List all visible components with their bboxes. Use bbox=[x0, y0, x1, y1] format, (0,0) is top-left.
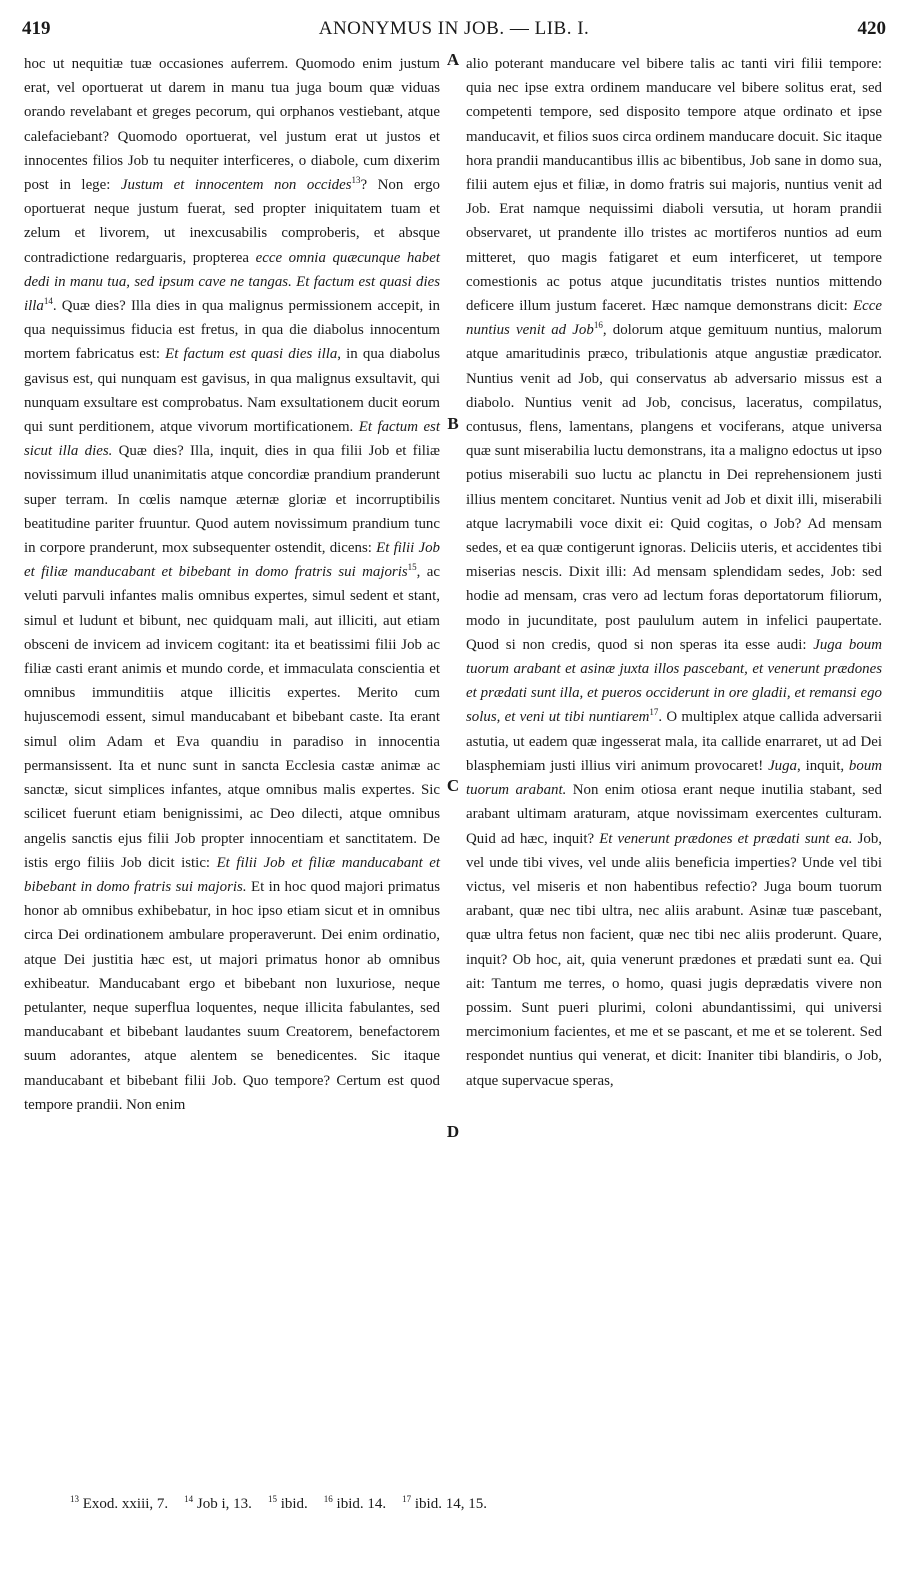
footnote bbox=[268, 1496, 308, 1512]
footnote-number: 17 bbox=[402, 1494, 412, 1504]
footnotes bbox=[70, 1494, 850, 1513]
page-header bbox=[22, 18, 886, 44]
body-text: , dolorum atque gemituum nuntius, malorum atque amaritudinis præco, tribulationis atque angustiæ prædicator. Nuntius venit ad Job, qui conservatus ab adversario missus est a diabolo. Nuntius venit ad Job, concisus, laceratus, compilatus, contusus, flens, lamentans, plangens et vociferans, atque universa quæ sunt miserabilia luctu demonstrans, ita a maligno edoctus ut ipso potius miserabili suo luctu ac planctu in Dei reprehensionem justi illius mentem concitaret. Nuntius venit ad Job et dixit illi, miserabili atque lacrymabili voce dixit ei: Quid cogitas, o Job? Ad mensam sedes, et ea quæ contigerunt ignoras. Deliciis uteris, et accidentes tibi miserias nescis. Dixit illi: Ad mensam splendidam sedes, Job: sed hodie ad mensam, cras vero ad lectum foras deportatorum filiorum, modo in jucunditate, post paululum autem in infelici paupertate. Quod si non credis, quod si non speras ita esse audi: bbox=[466, 322, 882, 653]
footnote bbox=[402, 1496, 487, 1512]
section-marker-b: B bbox=[447, 414, 459, 433]
footnote-reference: Exod. xxiii, 7. bbox=[79, 1496, 169, 1512]
section-marker-a: A bbox=[446, 50, 460, 69]
footnote-number: 16 bbox=[323, 1494, 333, 1504]
left-column bbox=[24, 52, 440, 1117]
scripture-quote: ecce omnia quæcunque habet dedi in manu tua, sed ipsum cave ne tangas. Et factum est quasi dies illa bbox=[24, 249, 440, 315]
footnote-number: 15 bbox=[267, 1494, 277, 1504]
scripture-quote: Juga bbox=[768, 757, 798, 774]
body-text: . Quæ dies? Illa dies in qua malignus permissionem accepit, in qua nequissimus fiducia est fretus, in qua die diabolus innocentum mortem fabricatus est: bbox=[24, 298, 440, 363]
footnote-reference: ibid. 14, 15. bbox=[411, 1496, 487, 1512]
body-text: Quæ dies? Illa, inquit, dies in qua filii Job et filiæ novissimum illud unanimitatis atque concordiæ prandium pranderunt super terram. In cœlis namque æternæ gloriæ et incorruptibilis beatitudine pariter fruuntur. Quod autem novissimum prandium tunc in corpore pranderunt, mox subsequenter ostendit, dicens: bbox=[24, 443, 440, 557]
footnote bbox=[70, 1496, 168, 1512]
left-column-text bbox=[24, 52, 440, 1117]
footnote-ref: 15 bbox=[407, 562, 417, 573]
body-text: , ac veluti parvuli infantes malis omnibus expertes, simul sedent et stant, simul et ludunt et bibunt, nec quidquam mali, aut illiciti, aut etiam obsceni de invicem ad invicem cogitant: ita et beatissimi filii Job ac filiæ casti erant animis et mundo corde, et immaculata conscientia et omnibus immunditiis atque illicitis expertes. Merito cum hujuscemodi essent, simul manducabant et bibebant caste. Ita erant simul olim Adam et Eva quandiu in paradiso in innocentia permansissent. Ita et nunc sunt in sancta Ecclesia castæ animæ ac sanctæ, sicut simplices infantes, atque omnibus malis expertes. Sic scilicet fuerunt etiam benignissimi, ac Deo dilecti, atque omnibus angelis sanctis ejus filii Job propter innocentiam et sanctitatem. De istis ergo filiis Job dicit istic: bbox=[24, 564, 440, 871]
page-number-left: 419 bbox=[22, 18, 51, 39]
scripture-quote: Et factum est quasi dies illa bbox=[165, 346, 338, 363]
scripture-quote: Et factum est sicut illa dies. bbox=[24, 419, 440, 460]
footnote-ref: 16 bbox=[593, 320, 603, 331]
running-title: ANONYMUS IN JOB. — LIB. I. bbox=[318, 18, 590, 39]
footnote bbox=[324, 1496, 386, 1512]
body-text: Job, vel unde tibi vives, vel unde aliis beneficia imperties? Unde vel tibi victus, vel miseris et non habentibus refectio? Juga boum tuorum arabant, quæ nec tibi ultra, nec aliis arabunt. Asinæ tuæ pascebant, quæ ultra fetus non facient, quæ nec tibi nec aliis proderunt. Quare, inquit? Ob hoc, ait, quia venerunt prædones et prædati sunt ea. Qui ait: Tantum me terres, o homo, quasi jugis deprædatis vivere non possim. Sunt pueri plurimi, coloni abundantissimi, qui universi mercimonium facientes, et me et se pascant, et me et se tolerent. Sed respondet nuntius qui venerat, et dicit: Inaniter tibi blandiris, o Job, atque supervacue speras, bbox=[466, 830, 883, 1089]
body-text: alio poterant manducare vel bibere talis ac tanti viri filii tempore: quia nec ipse extra ordinem manducare vel bibere solitus erat, sed competenti tempore, sed disposito tempore atque ordinato et ipse manducavit, et filios suos circa ordinem manducare docuit. Sic itaque hora prandii manducantibus illis ac bibentibus, Job sane in domo sua, filii autem ejus et filiæ, in domo fratris sui majoris, nuntius venit ad Job. Erat namque nequissimi diaboli versutia, ut horam prandii observaret, ut prandente illo tristes ac mortiferos nuntios ad eum mitteret, quo magis fatigaret et eum interficeret, ut tempore comestionis ac potus atque jucunditatis tristes nuntios mittendo deficere illum justum faceret. Hæc namque demonstrans dicit: bbox=[466, 56, 882, 315]
body-text: ? Non ergo oportuerat neque justum fuerat, sed propter iniquitatem tuam et zelum et livorem, ut inexcusabilis comproberis, et absque contradictione redarguaris, propterea bbox=[24, 177, 441, 266]
footnote-ref: 13 bbox=[351, 175, 361, 186]
page-number-right: 420 bbox=[857, 18, 886, 39]
scripture-quote: Justum et innocentem non occides bbox=[120, 177, 352, 194]
scripture-quote: Ecce nuntius venit ad Job bbox=[466, 298, 882, 339]
scripture-quote: Et filii Job et filiæ manducabant et bibebant in domo fratris sui majoris. bbox=[24, 854, 441, 895]
scripture-quote: boum tuorum arabant. bbox=[466, 757, 883, 799]
footnote-number: 14 bbox=[184, 1494, 194, 1504]
scripture-quote: Juga boum tuorum arabant et asinæ juxta illos pascebant, et venerunt prædones et prædati sunt illa, et pueros occiderunt in ore gladii, et remansi ego solus, et veni ut tibi nuntiarem bbox=[466, 636, 883, 726]
footnote-ref: 17 bbox=[649, 707, 659, 718]
footnote-reference: ibid. 14. bbox=[332, 1496, 387, 1512]
footnote bbox=[184, 1496, 252, 1512]
footnote-reference: Job i, 13. bbox=[193, 1496, 252, 1512]
footnote-reference: ibid. bbox=[276, 1496, 308, 1512]
section-marker-d: D bbox=[446, 1122, 460, 1141]
footnote-number: 13 bbox=[70, 1494, 79, 1504]
body-text: Non enim otiosa erant neque inutilia stabant, sed arabant ultimam araturam, atque novissimam exercentes culturam. Quid ad hæc, inquit? bbox=[466, 782, 882, 847]
body-text: Et in hoc quod majori primatus honor ab omnibus exhibebatur, in hoc ipso etiam sicut et in omnibus circa Dei ordinationem ambulare properaverunt. Dei enim ordinatio, atque Dei justitia hæc est, ut majori primatus honor ab omnibus exhibeatur. Manducabant ergo et bibebant non luxuriose, neque petulanter, neque superflua loquentes, neque illicita fabulantes, sed manducabant et bibebant laudantes suum Creatorem, benefactorem suum adorantes, atque alentem se benedicentes. Sic itaque manducabant et bibebant filii Job. Quo tempore? Certum est quod tempore prandii. Non enim bbox=[24, 878, 440, 1113]
section-marker-c: C bbox=[446, 776, 460, 795]
body-text: hoc ut nequitiæ tuæ occasiones auferrem. Quomodo enim justum erat, vel oportuerat ut darem in manu tua juga boum quæ viduas orando revelabant et greges pecorum, qui orphanos vestiebant, atque calefaciebant? Quomodo oportuerat, vel justum erat ut justos et innocentes filios Job tu nequiter interficeres, o diabole, cum dixerim post in lege: bbox=[24, 56, 440, 194]
body-text: , inquit, bbox=[797, 757, 849, 774]
scripture-quote: Et venerunt prædones et prædati sunt ea. bbox=[599, 830, 853, 847]
footnote-ref: 14 bbox=[43, 296, 53, 307]
scripture-quote: Et filii Job et filiæ manducabant et bibebant in domo fratris sui majoris bbox=[24, 540, 440, 581]
right-column bbox=[466, 52, 882, 1093]
body-text: , in qua diabolus gavisus est, qui nunquam est gavisus, in qua malignus exsultavit, qui nunquam exsultare est comprobatus. Nam exsultationem ducit eorum qui sunt perditionem, atque vivorum mortificationem. bbox=[24, 346, 440, 436]
body-text: . O multiplex atque callida adversarii astutia, ut eadem quæ ingesserat mala, ita callide enarraret, ut ad Dei blasphemiam justi illius viri animum provocaret! bbox=[466, 709, 882, 774]
right-column-text bbox=[466, 52, 882, 1093]
